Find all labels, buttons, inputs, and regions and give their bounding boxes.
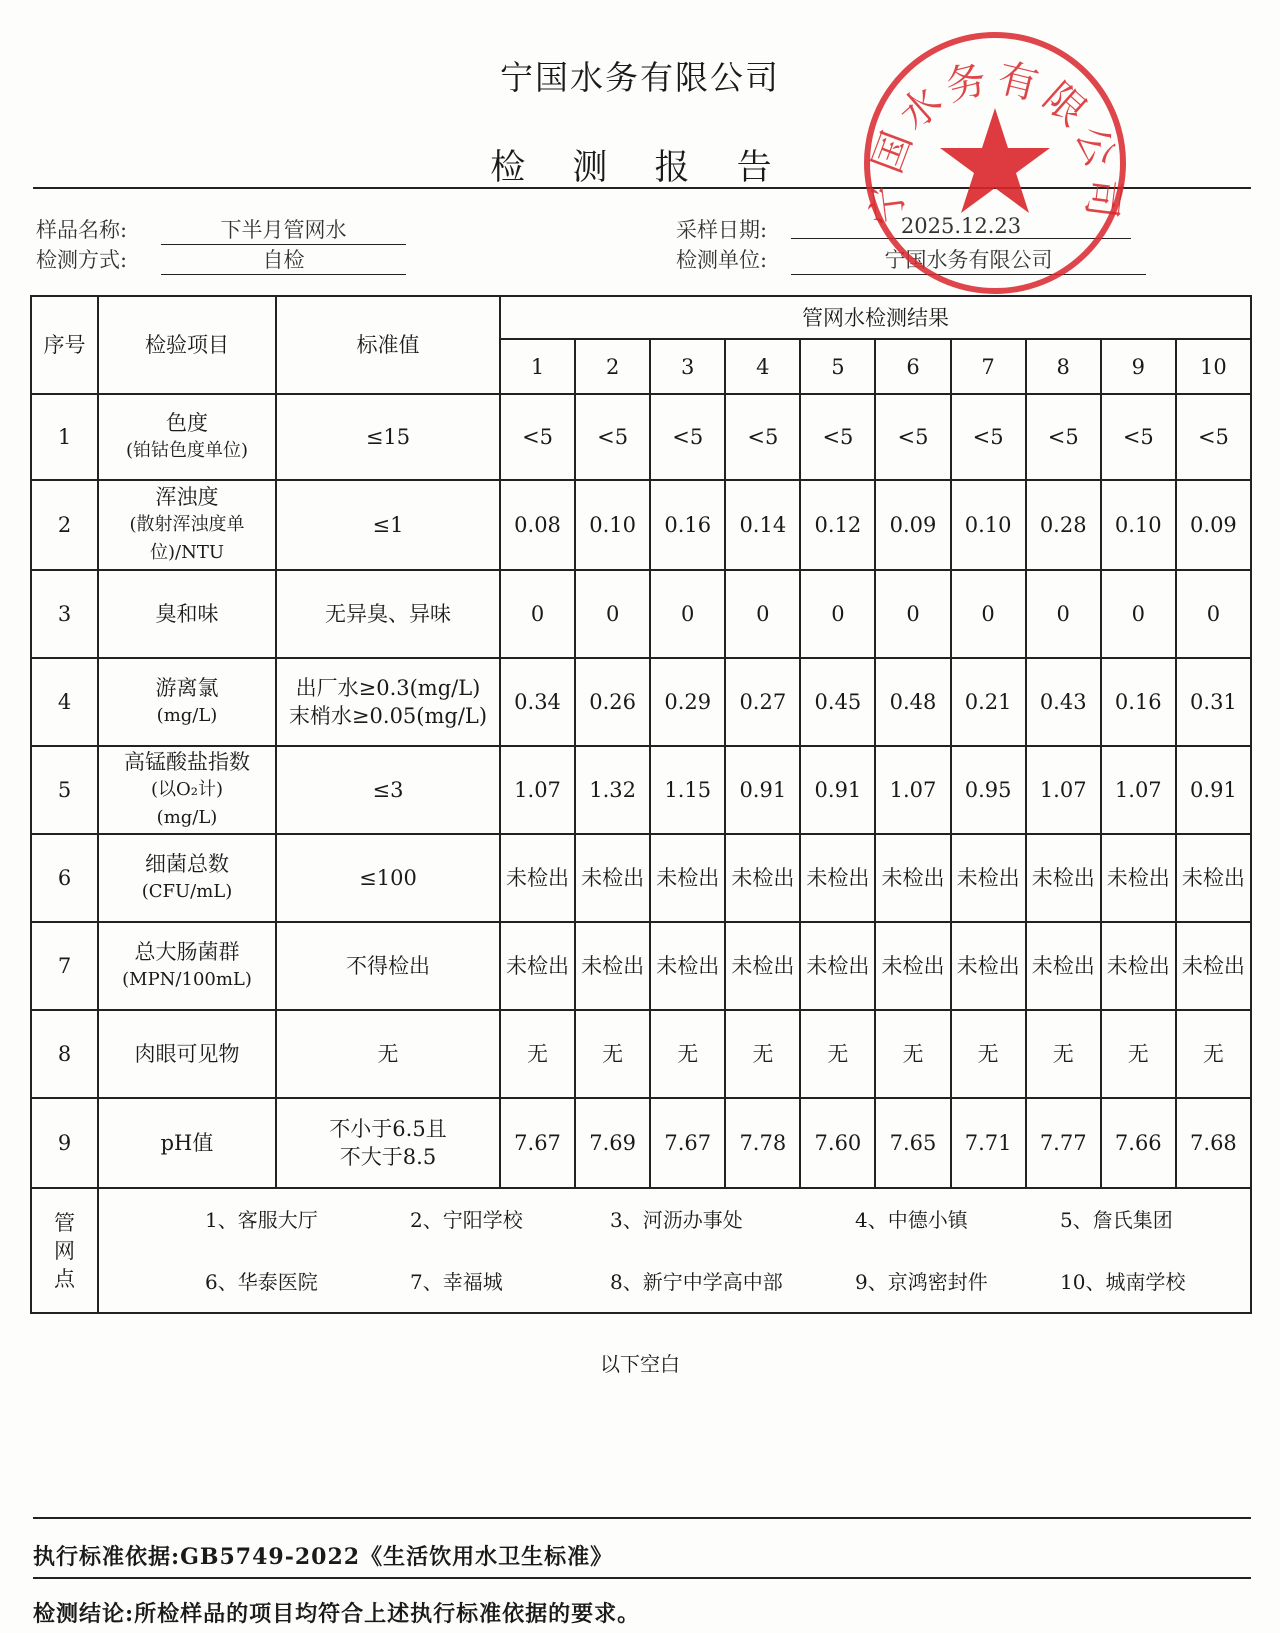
row-item bbox=[98, 570, 276, 658]
result-cell: 未检出 bbox=[650, 834, 725, 922]
result-cell: 0.48 bbox=[875, 658, 950, 746]
test-unit-label: 检测单位: bbox=[676, 248, 768, 272]
result-cell: 0.31 bbox=[1176, 658, 1251, 746]
conclusion-rule bbox=[33, 1577, 1251, 1579]
result-cell: 0 bbox=[1101, 570, 1176, 658]
point-header: 2 bbox=[575, 339, 650, 394]
result-cell: 7.60 bbox=[800, 1098, 875, 1188]
result-cell: 7.78 bbox=[725, 1098, 800, 1188]
site-item: 10、城南学校 bbox=[1060, 1269, 1186, 1294]
result-cell: 1.07 bbox=[500, 746, 575, 834]
result-cell: 0.14 bbox=[725, 480, 800, 570]
result-cell: 1.15 bbox=[650, 746, 725, 834]
row-seq: 8 bbox=[31, 1010, 98, 1098]
result-cell: 1.07 bbox=[875, 746, 950, 834]
standard-value: ≤3 bbox=[372, 778, 404, 802]
result-cell: <5 bbox=[1101, 394, 1176, 480]
row-item bbox=[98, 394, 276, 480]
site-item: 7、幸福城 bbox=[410, 1269, 503, 1294]
result-cell: 0.34 bbox=[500, 658, 575, 746]
row-seq: 2 bbox=[31, 480, 98, 570]
item-name: 总大肠菌群 bbox=[134, 940, 240, 964]
row-standard bbox=[276, 394, 500, 480]
item-unit: (mg/L) bbox=[156, 807, 218, 828]
result-cell: 0.16 bbox=[1101, 658, 1176, 746]
result-cell: 0.09 bbox=[875, 480, 950, 570]
result-cell: 未检出 bbox=[725, 922, 800, 1010]
point-header: 7 bbox=[951, 339, 1026, 394]
result-cell: 0.43 bbox=[1026, 658, 1101, 746]
row-seq: 9 bbox=[31, 1098, 98, 1188]
item-name: 高锰酸盐指数 bbox=[124, 750, 250, 774]
result-row bbox=[31, 480, 1251, 570]
result-cell: 1.32 bbox=[575, 746, 650, 834]
result-cell: 未检出 bbox=[725, 834, 800, 922]
result-cell: 0.29 bbox=[650, 658, 725, 746]
result-cell: <5 bbox=[575, 394, 650, 480]
row-standard bbox=[276, 658, 500, 746]
result-cell: 7.67 bbox=[500, 1098, 575, 1188]
header-item: 检验项目 bbox=[98, 296, 276, 394]
result-row bbox=[31, 1010, 1251, 1098]
item-unit: (散射浑浊度单位)/NTU bbox=[129, 514, 245, 563]
test-unit-value: 宁国水务有限公司 bbox=[791, 244, 1146, 275]
result-cell: 无 bbox=[1026, 1010, 1101, 1098]
result-cell: 无 bbox=[650, 1010, 725, 1098]
site-item: 9、京鸿密封件 bbox=[855, 1269, 988, 1294]
result-cell: 未检出 bbox=[1101, 834, 1176, 922]
standard-value: 不得检出 bbox=[346, 954, 430, 978]
basis-rule bbox=[33, 1517, 1251, 1519]
row-seq: 5 bbox=[31, 746, 98, 834]
result-cell: 未检出 bbox=[500, 834, 575, 922]
result-cell: 7.77 bbox=[1026, 1098, 1101, 1188]
header-standard: 标准值 bbox=[276, 296, 500, 394]
standard-value: 无 bbox=[377, 1042, 399, 1066]
result-row bbox=[31, 658, 1251, 746]
sites-cell bbox=[98, 1188, 1251, 1313]
result-cell: 0 bbox=[650, 570, 725, 658]
result-cell: <5 bbox=[1026, 394, 1101, 480]
standard-basis: 执行标准依据:GB5749-2022《生活饮用水卫生标准》 bbox=[33, 1544, 614, 1570]
site-item: 6、华泰医院 bbox=[205, 1269, 318, 1294]
result-row bbox=[31, 834, 1251, 922]
standard-value: 无异臭、异味 bbox=[325, 602, 451, 626]
result-cell: 无 bbox=[875, 1010, 950, 1098]
row-seq: 6 bbox=[31, 834, 98, 922]
result-row bbox=[31, 746, 1251, 834]
row-item bbox=[98, 658, 276, 746]
item-unit: (mg/L) bbox=[156, 705, 218, 726]
result-cell: 无 bbox=[575, 1010, 650, 1098]
result-cell: 未检出 bbox=[500, 922, 575, 1010]
point-header: 3 bbox=[650, 339, 725, 394]
item-name: 浑浊度 bbox=[155, 485, 219, 509]
site-item: 3、河沥办事处 bbox=[610, 1207, 743, 1232]
row-seq: 1 bbox=[31, 394, 98, 480]
result-cell: 无 bbox=[800, 1010, 875, 1098]
method-value: 自检 bbox=[161, 244, 406, 275]
result-cell: 未检出 bbox=[951, 922, 1026, 1010]
result-cell: 7.67 bbox=[650, 1098, 725, 1188]
result-cell: 7.71 bbox=[951, 1098, 1026, 1188]
result-cell: 未检出 bbox=[575, 834, 650, 922]
result-cell: 0.10 bbox=[951, 480, 1026, 570]
result-row bbox=[31, 570, 1251, 658]
company-name: 宁国水务有限公司 bbox=[500, 58, 780, 97]
result-cell: 未检出 bbox=[1101, 922, 1176, 1010]
result-cell: 0.10 bbox=[1101, 480, 1176, 570]
result-cell: 0 bbox=[875, 570, 950, 658]
result-cell: 0.95 bbox=[951, 746, 1026, 834]
row-standard bbox=[276, 922, 500, 1010]
item-name: pH值 bbox=[160, 1131, 214, 1155]
result-cell: 无 bbox=[1176, 1010, 1251, 1098]
result-cell: 0.10 bbox=[575, 480, 650, 570]
point-header: 10 bbox=[1176, 339, 1251, 394]
result-row bbox=[31, 922, 1251, 1010]
item-unit: (铂钴色度单位) bbox=[125, 440, 249, 461]
results-table bbox=[30, 295, 1252, 1314]
row-item bbox=[98, 834, 276, 922]
row-seq: 4 bbox=[31, 658, 98, 746]
result-cell: 0.27 bbox=[725, 658, 800, 746]
result-row bbox=[31, 394, 1251, 480]
point-header: 6 bbox=[875, 339, 950, 394]
point-header: 8 bbox=[1026, 339, 1101, 394]
standard-value: ≤1 bbox=[372, 513, 404, 537]
result-cell: <5 bbox=[1176, 394, 1251, 480]
site-item: 2、宁阳学校 bbox=[410, 1207, 523, 1232]
result-cell: 0.08 bbox=[500, 480, 575, 570]
result-cell: 未检出 bbox=[575, 922, 650, 1010]
standard-value: ≤15 bbox=[365, 425, 411, 449]
item-name: 细菌总数 bbox=[145, 852, 229, 876]
result-cell: <5 bbox=[800, 394, 875, 480]
result-cell: 0 bbox=[725, 570, 800, 658]
row-item bbox=[98, 1098, 276, 1188]
item-unit: (以O₂计) bbox=[150, 779, 224, 800]
result-cell: 0.16 bbox=[650, 480, 725, 570]
item-name: 肉眼可见物 bbox=[134, 1042, 240, 1066]
point-header: 1 bbox=[500, 339, 575, 394]
item-name: 臭和味 bbox=[155, 602, 219, 626]
result-cell: 7.66 bbox=[1101, 1098, 1176, 1188]
standard-value: ≤100 bbox=[359, 866, 417, 890]
standard-value: 出厂水≥0.3(mg/L) bbox=[295, 676, 481, 700]
header-results: 管网水检测结果 bbox=[500, 296, 1251, 339]
point-header: 5 bbox=[800, 339, 875, 394]
result-cell: 0.45 bbox=[800, 658, 875, 746]
result-cell: 未检出 bbox=[800, 834, 875, 922]
row-seq: 7 bbox=[31, 922, 98, 1010]
result-cell: 无 bbox=[725, 1010, 800, 1098]
sample-name-value: 下半月管网水 bbox=[161, 214, 406, 245]
result-cell: <5 bbox=[500, 394, 575, 480]
sample-name-label: 样品名称: bbox=[36, 218, 128, 242]
row-standard bbox=[276, 834, 500, 922]
result-cell: 7.69 bbox=[575, 1098, 650, 1188]
row-item bbox=[98, 922, 276, 1010]
result-cell: 未检出 bbox=[875, 922, 950, 1010]
result-cell: 0.28 bbox=[1026, 480, 1101, 570]
sites-list bbox=[105, 1206, 1250, 1296]
result-cell: 7.65 bbox=[875, 1098, 950, 1188]
result-cell: <5 bbox=[875, 394, 950, 480]
result-cell: 0 bbox=[951, 570, 1026, 658]
result-cell: 0 bbox=[575, 570, 650, 658]
result-cell: 0 bbox=[500, 570, 575, 658]
result-cell: 无 bbox=[951, 1010, 1026, 1098]
item-unit: (MPN/100mL) bbox=[122, 969, 252, 990]
result-cell: 7.68 bbox=[1176, 1098, 1251, 1188]
company-seal-icon bbox=[860, 28, 1130, 298]
result-cell: 0.09 bbox=[1176, 480, 1251, 570]
result-cell: 未检出 bbox=[875, 834, 950, 922]
result-cell: 未检出 bbox=[1176, 834, 1251, 922]
result-cell: 0.91 bbox=[1176, 746, 1251, 834]
header-seq: 序号 bbox=[31, 296, 98, 394]
result-cell: <5 bbox=[725, 394, 800, 480]
result-cell: 1.07 bbox=[1101, 746, 1176, 834]
standard-value: 不小于6.5且 bbox=[329, 1117, 447, 1141]
method-label: 检测方式: bbox=[36, 248, 128, 272]
row-standard bbox=[276, 1098, 500, 1188]
result-cell: 未检出 bbox=[800, 922, 875, 1010]
point-header: 9 bbox=[1101, 339, 1176, 394]
result-cell: 0.91 bbox=[800, 746, 875, 834]
site-item: 4、中德小镇 bbox=[855, 1207, 968, 1232]
row-item bbox=[98, 746, 276, 834]
item-name: 游离氯 bbox=[155, 676, 219, 700]
standard-value: 不大于8.5 bbox=[339, 1145, 437, 1169]
item-unit: (CFU/mL) bbox=[141, 881, 233, 902]
result-row bbox=[31, 1098, 1251, 1188]
row-standard bbox=[276, 746, 500, 834]
result-cell: 未检出 bbox=[1026, 834, 1101, 922]
result-cell: 0.91 bbox=[725, 746, 800, 834]
result-cell: <5 bbox=[650, 394, 725, 480]
result-cell: 1.07 bbox=[1026, 746, 1101, 834]
result-cell: 0.21 bbox=[951, 658, 1026, 746]
standard-value: 末梢水≥0.05(mg/L) bbox=[288, 704, 488, 728]
row-standard bbox=[276, 570, 500, 658]
result-cell: 0.12 bbox=[800, 480, 875, 570]
result-cell: 未检出 bbox=[1176, 922, 1251, 1010]
sample-date-label: 采样日期: bbox=[676, 218, 768, 242]
site-item: 8、新宁中学高中部 bbox=[610, 1269, 783, 1294]
result-cell: 无 bbox=[1101, 1010, 1176, 1098]
row-item bbox=[98, 1010, 276, 1098]
result-cell: 0.26 bbox=[575, 658, 650, 746]
sample-date-value: 2025.12.23 bbox=[791, 214, 1131, 239]
result-cell: 0 bbox=[1026, 570, 1101, 658]
result-cell: 未检出 bbox=[1026, 922, 1101, 1010]
site-item: 1、客服大厅 bbox=[205, 1207, 318, 1232]
test-conclusion: 检测结论:所检样品的项目均符合上述执行标准依据的要求。 bbox=[33, 1601, 641, 1627]
result-cell: 无 bbox=[500, 1010, 575, 1098]
result-cell: 未检出 bbox=[951, 834, 1026, 922]
item-name: 色度 bbox=[166, 411, 208, 435]
point-header: 4 bbox=[725, 339, 800, 394]
result-cell: 未检出 bbox=[650, 922, 725, 1010]
site-item: 5、詹氏集团 bbox=[1060, 1207, 1173, 1232]
result-cell: <5 bbox=[951, 394, 1026, 480]
blank-note: 以下空白 bbox=[600, 1352, 680, 1376]
result-cell: 0 bbox=[1176, 570, 1251, 658]
result-cell: 0 bbox=[800, 570, 875, 658]
row-seq: 3 bbox=[31, 570, 98, 658]
row-standard bbox=[276, 480, 500, 570]
row-item bbox=[98, 480, 276, 570]
report-title: 检 测 报 告 bbox=[490, 148, 790, 188]
sites-label: 管 网 点 bbox=[31, 1188, 98, 1313]
svg-text:宁国水务有限公司: 宁国水务有限公司 bbox=[862, 54, 1128, 227]
row-standard bbox=[276, 1010, 500, 1098]
